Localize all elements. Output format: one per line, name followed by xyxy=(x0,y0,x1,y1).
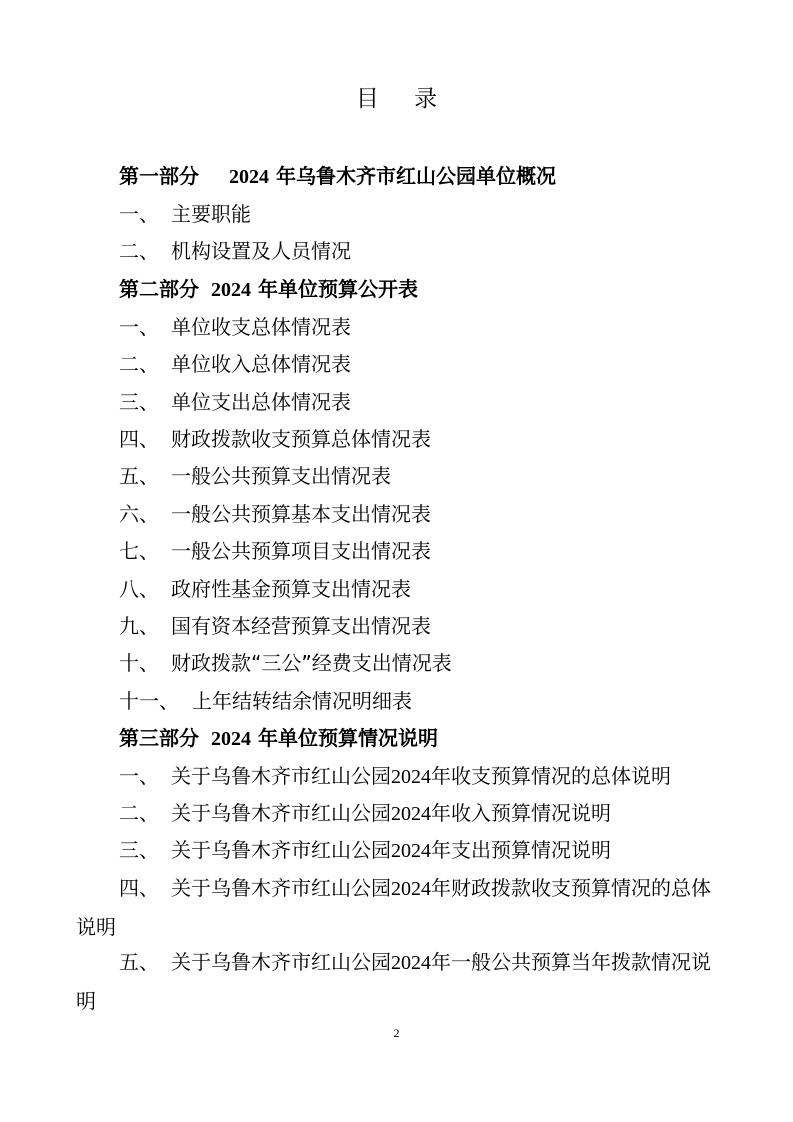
item-prefix: 关于乌鲁木齐市红山公园 xyxy=(171,876,391,900)
toc-item[interactable] xyxy=(119,462,759,490)
item-text: 财政拨款收支预算总体情况表 xyxy=(171,427,431,451)
part-text: 年单位预算公开表 xyxy=(257,277,418,301)
toc-item[interactable] xyxy=(119,537,759,565)
item-text: 单位收支总体情况表 xyxy=(171,315,351,339)
item-prefix: 关于乌鲁木齐市红山公园 xyxy=(171,950,391,974)
item-number: 十、 xyxy=(119,651,159,675)
item-text: 政府性基金预算支出情况表 xyxy=(171,577,411,601)
item-text: 年财政拨款收支预算情况的总体说明 xyxy=(76,876,711,939)
part-label: 第一部分 xyxy=(119,164,199,188)
item-number: 七、 xyxy=(119,539,159,563)
toc-item[interactable] xyxy=(119,500,759,528)
toc-item[interactable] xyxy=(119,313,759,341)
item-text: 上年结转结余情况明细表 xyxy=(192,689,412,713)
item-text: 主要职能 xyxy=(171,202,251,226)
toc-item[interactable] xyxy=(119,425,759,453)
toc-part-2[interactable] xyxy=(119,275,759,304)
part-year: 2024 xyxy=(211,728,251,750)
toc-part-3[interactable] xyxy=(119,724,759,753)
item-year: 2024 xyxy=(391,766,431,788)
item-text: 年支出预算情况说明 xyxy=(431,838,611,862)
item-prefix: 关于乌鲁木齐市红山公园 xyxy=(171,838,391,862)
item-text: 单位收入总体情况表 xyxy=(171,352,351,376)
toc-title: 目 录 xyxy=(355,86,452,112)
item-number: 二、 xyxy=(119,239,159,263)
toc-item[interactable] xyxy=(119,799,759,828)
item-number: 一、 xyxy=(119,764,159,788)
item-number: 一、 xyxy=(119,315,159,339)
item-number: 四、 xyxy=(119,427,159,451)
toc-item[interactable] xyxy=(76,869,721,946)
item-year: 2024 xyxy=(391,878,431,900)
item-number: 一、 xyxy=(119,202,159,226)
item-text: 年收支预算情况的总体说明 xyxy=(431,764,671,788)
item-text: 一般公共预算支出情况表 xyxy=(171,464,391,488)
item-number: 九、 xyxy=(119,614,159,638)
part-label: 第三部分 xyxy=(119,726,199,750)
part-text: 年单位预算情况说明 xyxy=(257,726,438,750)
toc-item[interactable] xyxy=(119,612,759,640)
item-text: 一般公共预算项目支出情况表 xyxy=(171,539,431,563)
toc-item[interactable] xyxy=(119,237,759,265)
item-text: 一般公共预算基本支出情况表 xyxy=(171,502,431,526)
item-text: 机构设置及人员情况 xyxy=(171,239,351,263)
page-number: 2 xyxy=(393,1026,400,1040)
item-year: 2024 xyxy=(391,952,431,974)
toc-item[interactable] xyxy=(119,200,759,228)
item-text: 财政拨款“三公”经费支出情况表 xyxy=(171,651,452,675)
part-year: 2024 xyxy=(229,166,269,188)
item-number: 八、 xyxy=(119,577,159,601)
toc-item[interactable] xyxy=(119,687,759,715)
item-number: 二、 xyxy=(119,801,159,825)
part-label: 第二部分 xyxy=(119,277,199,301)
toc-item[interactable] xyxy=(119,350,759,378)
toc-item[interactable] xyxy=(119,836,759,865)
item-text: 国有资本经营预算支出情况表 xyxy=(171,614,431,638)
item-number: 三、 xyxy=(119,838,159,862)
item-number: 十一、 xyxy=(119,689,179,713)
part-year: 2024 xyxy=(211,279,251,301)
item-number: 四、 xyxy=(119,876,159,900)
item-text: 单位支出总体情况表 xyxy=(171,390,351,414)
toc-part-1[interactable] xyxy=(119,162,759,191)
item-number: 三、 xyxy=(119,390,159,414)
item-prefix: 关于乌鲁木齐市红山公园 xyxy=(171,801,391,825)
part-text: 年乌鲁木齐市红山公园单位概况 xyxy=(275,164,556,188)
item-number: 五、 xyxy=(119,950,159,974)
item-text: 年收入预算情况说明 xyxy=(431,801,611,825)
item-number: 二、 xyxy=(119,352,159,376)
toc-item[interactable] xyxy=(119,388,759,416)
item-text: 年一般公共预算当年拨款情况说明 xyxy=(76,950,711,1013)
item-prefix: 关于乌鲁木齐市红山公园 xyxy=(171,764,391,788)
toc-item[interactable] xyxy=(76,943,721,1020)
item-number: 五、 xyxy=(119,464,159,488)
toc-item[interactable] xyxy=(119,575,759,603)
item-number: 六、 xyxy=(119,502,159,526)
item-year: 2024 xyxy=(391,840,431,862)
toc-item[interactable] xyxy=(119,649,759,677)
item-year: 2024 xyxy=(391,803,431,825)
toc-item[interactable] xyxy=(119,762,759,791)
